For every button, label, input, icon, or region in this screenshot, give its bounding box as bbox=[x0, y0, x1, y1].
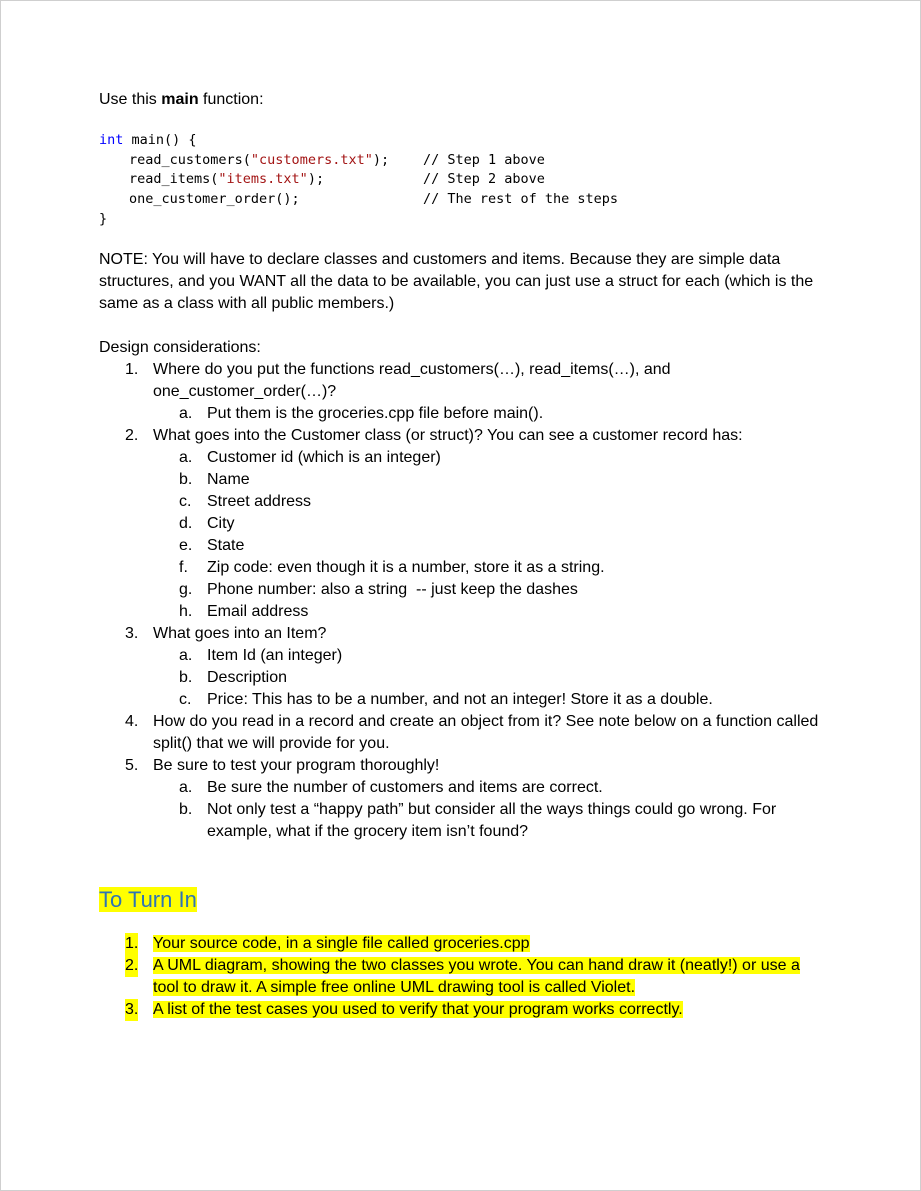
list-number: 2. bbox=[125, 427, 139, 445]
list-letter: c. bbox=[179, 691, 192, 709]
list-letter: d. bbox=[179, 515, 193, 533]
list-number: 4. bbox=[125, 713, 139, 731]
document-content bbox=[99, 89, 829, 1021]
list-item-text: Name bbox=[207, 471, 250, 489]
code-line-1 bbox=[99, 131, 829, 151]
list-letter: a. bbox=[179, 779, 193, 797]
list-item bbox=[99, 799, 829, 843]
list-item-text: Be sure to test your program thoroughly! bbox=[153, 757, 440, 775]
list-item bbox=[99, 403, 829, 425]
code-comment: // The rest of the steps bbox=[423, 191, 619, 208]
list-letter: b. bbox=[179, 801, 193, 819]
turn-in-item-1 bbox=[99, 933, 829, 955]
list-item-text: City bbox=[207, 515, 235, 533]
code-block bbox=[99, 131, 829, 229]
list-item-text: What goes into the Customer class (or struct)? You can see a customer record has: bbox=[153, 427, 743, 445]
list-item-text: Where do you put the functions read_customers(…), read_items(…), and one_customer_order(…)? bbox=[153, 361, 671, 401]
intro-prefix: Use this bbox=[99, 91, 162, 108]
list-item bbox=[99, 667, 829, 689]
list-letter: b. bbox=[179, 669, 193, 687]
list-item-text: Item Id (an integer) bbox=[207, 647, 343, 665]
code-text: read_items( bbox=[129, 171, 219, 188]
code-text: one_customer_order(); bbox=[129, 191, 300, 208]
code-line-2 bbox=[99, 151, 829, 171]
list-item bbox=[99, 469, 829, 491]
list-item bbox=[99, 535, 829, 557]
intro-paragraph bbox=[99, 89, 829, 111]
list-item-text: Phone number: also a string -- just keep the dashes bbox=[207, 581, 578, 599]
list-number: 1. bbox=[125, 361, 139, 379]
code-text: ); bbox=[307, 171, 325, 188]
list-letter: h. bbox=[179, 603, 193, 621]
turn-in-heading bbox=[99, 885, 829, 915]
list-letter: c. bbox=[179, 493, 192, 511]
list-item-text: Zip code: even though it is a number, store it as a string. bbox=[207, 559, 605, 577]
code-comment: // Step 2 above bbox=[423, 171, 545, 188]
list-item bbox=[99, 689, 829, 711]
code-comment: // Step 1 above bbox=[423, 151, 545, 168]
intro-bold-main: main bbox=[161, 91, 199, 108]
list-item-text: Put them is the groceries.cpp file before main(). bbox=[207, 405, 544, 423]
code-text: ); bbox=[372, 151, 390, 168]
code-line-3 bbox=[99, 170, 829, 190]
design-sublist-5 bbox=[153, 777, 829, 843]
list-letter: a. bbox=[179, 647, 193, 665]
turn-in-list bbox=[99, 933, 829, 1021]
note-paragraph: NOTE: You will have to declare classes and customers and items. Because they are simple data structures, and you WANT all the data to be available, you can just use a struct for each (which is the same as a class with all public members.) bbox=[99, 251, 814, 313]
list-letter: f. bbox=[179, 559, 188, 577]
design-item-4 bbox=[99, 711, 829, 755]
code-keyword: int bbox=[99, 132, 124, 148]
list-number: 3. bbox=[125, 625, 139, 643]
list-item-text: A UML diagram, showing the two classes you wrote. You can hand draw it (neatly!) or use a tool to draw it. A simple free online UML drawing tool is called Violet. bbox=[153, 957, 800, 997]
design-sublist-3 bbox=[153, 645, 829, 711]
list-item-text: Email address bbox=[207, 603, 309, 621]
list-item-text: Description bbox=[207, 669, 288, 687]
code-line-5 bbox=[99, 210, 829, 230]
code-text: read_customers( bbox=[129, 151, 251, 168]
list-item-text: Street address bbox=[207, 493, 312, 511]
list-item-text: What goes into an Item? bbox=[153, 625, 327, 643]
design-sublist-1 bbox=[153, 403, 829, 425]
list-item-text: A list of the test cases you used to verify that your program works correctly. bbox=[153, 1001, 683, 1019]
list-letter: e. bbox=[179, 537, 193, 555]
list-item bbox=[99, 579, 829, 601]
code-text: } bbox=[99, 210, 108, 227]
list-item-text: Not only test a “happy path” but consider all the ways things could go wrong. For example, what if the grocery item isn’t found? bbox=[207, 801, 777, 841]
list-letter: g. bbox=[179, 581, 193, 599]
list-item bbox=[99, 513, 829, 535]
design-item-2 bbox=[99, 425, 829, 623]
code-string: "customers.txt" bbox=[250, 151, 373, 168]
list-item-text: Customer id (which is an integer) bbox=[207, 449, 441, 467]
list-letter: a. bbox=[179, 449, 193, 467]
list-item bbox=[99, 601, 829, 623]
design-item-3 bbox=[99, 623, 829, 711]
code-string: "items.txt" bbox=[218, 171, 308, 188]
list-number: 3. bbox=[125, 999, 138, 1021]
design-item-5 bbox=[99, 755, 829, 843]
list-letter: b. bbox=[179, 471, 193, 489]
turn-in-heading-text: To Turn In bbox=[99, 887, 197, 913]
list-item-text: Price: This has to be a number, and not an integer! Store it as a double. bbox=[207, 691, 713, 709]
list-item-text: Your source code, in a single file called groceries.cpp bbox=[153, 935, 530, 953]
list-item-text: How do you read in a record and create an object from it? See note below on a function called split() that we will provide for you. bbox=[153, 713, 819, 753]
list-item bbox=[99, 447, 829, 469]
turn-in-item-2 bbox=[99, 955, 829, 999]
list-item-text: Be sure the number of customers and items are correct. bbox=[207, 779, 603, 797]
design-list bbox=[99, 359, 829, 843]
list-number: 2. bbox=[125, 955, 138, 977]
list-item-text: State bbox=[207, 537, 245, 555]
design-item-1 bbox=[99, 359, 829, 425]
code-line-4 bbox=[99, 190, 829, 210]
list-item bbox=[99, 557, 829, 579]
code-text: main() { bbox=[123, 132, 197, 148]
design-sublist-2 bbox=[153, 447, 829, 623]
list-item bbox=[99, 645, 829, 667]
list-item bbox=[99, 777, 829, 799]
list-number: 1. bbox=[125, 933, 138, 955]
turn-in-item-3 bbox=[99, 999, 829, 1021]
design-heading: Design considerations: bbox=[99, 339, 261, 357]
list-letter: a. bbox=[179, 405, 193, 423]
list-number: 5. bbox=[125, 757, 139, 775]
list-item bbox=[99, 491, 829, 513]
intro-suffix: function: bbox=[198, 91, 264, 108]
